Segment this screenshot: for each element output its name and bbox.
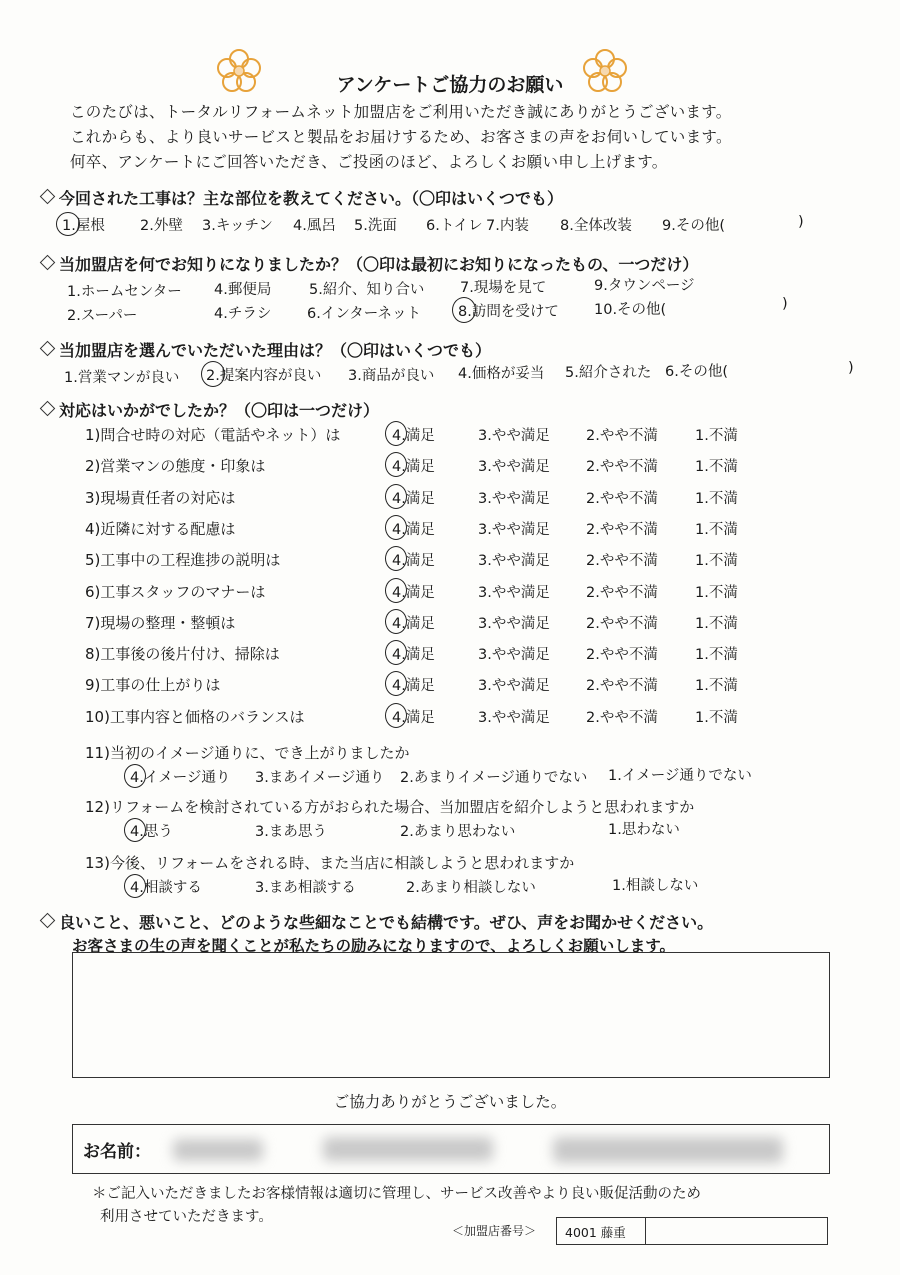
name-field[interactable] xyxy=(72,1124,830,1174)
q2-option[interactable]: 2.スーパー xyxy=(67,308,138,324)
q3-option: ) xyxy=(848,360,854,376)
rating-option[interactable]: 1.不満 xyxy=(695,553,738,569)
q11-option[interactable]: 3.まあイメージ通り xyxy=(255,770,385,786)
q1-option: ) xyxy=(798,214,804,230)
rating-option[interactable]: 2.やや不満 xyxy=(586,585,658,601)
rating-question: 7)現場の整理・整頓は xyxy=(85,614,236,632)
redacted-name xyxy=(553,1137,783,1163)
q2-option[interactable]: 9.タウンページ xyxy=(594,278,695,294)
rating-question: 3)現場責任者の対応は xyxy=(85,489,236,507)
privacy-notice: ＊ご記入いただきましたお客様情報は適切に管理し、サービス改善やより良い販促活動のため xyxy=(92,1186,701,1202)
rating-question: 4)近隣に対する配慮は xyxy=(85,520,236,538)
store-code: 4001 藤重 xyxy=(565,1225,626,1240)
redacted-name xyxy=(173,1139,263,1161)
store-number-label: ＜加盟店番号＞ xyxy=(452,1224,537,1238)
rating-option[interactable]: 4.満足 xyxy=(392,459,435,475)
rating-option[interactable]: 4.満足 xyxy=(392,522,435,538)
rating-option[interactable]: 4.満足 xyxy=(392,553,435,569)
rating-option[interactable]: 2.やや不満 xyxy=(586,553,658,569)
name-label: お名前： xyxy=(83,1142,151,1162)
rating-option[interactable]: 1.不満 xyxy=(695,647,738,663)
rating-option[interactable]: 3.やや満足 xyxy=(478,647,550,663)
rating-question: 8)工事後の後片付け、掃除は xyxy=(85,645,280,663)
q1-option[interactable]: 4.風呂 xyxy=(293,218,336,234)
q2-option[interactable]: 5.紹介、知り合い xyxy=(309,282,425,298)
rating-option[interactable]: 1.不満 xyxy=(695,522,738,538)
rating-option[interactable]: 4.満足 xyxy=(392,585,435,601)
q2-option[interactable]: 6.インターネット xyxy=(307,306,422,322)
rating-option[interactable]: 3.やや満足 xyxy=(478,678,550,694)
selection-circle xyxy=(385,640,407,665)
selection-circle xyxy=(452,297,476,323)
rating-option[interactable]: 1.不満 xyxy=(695,428,738,444)
comments-subtext: お客さまの生の声を聞くことが私たちの励みになりますので、よろしくお願いします。 xyxy=(72,937,675,955)
rating-option[interactable]: 1.不満 xyxy=(695,585,738,601)
rating-option[interactable]: 4.満足 xyxy=(392,678,435,694)
selection-circle xyxy=(385,484,407,509)
diamond-icon xyxy=(40,401,56,417)
rating-option[interactable]: 2.やや不満 xyxy=(586,522,658,538)
selection-circle xyxy=(385,452,407,477)
intro-line: 何卒、アンケートにご回答いただき、ご投函のほど、よろしくお願い申し上げます。 xyxy=(70,153,668,171)
rating-option[interactable]: 1.不満 xyxy=(695,678,738,694)
q12-option[interactable]: 2.あまり思わない xyxy=(400,824,516,840)
q13-option[interactable]: 4.相談する xyxy=(130,880,202,896)
rating-option[interactable]: 3.やや満足 xyxy=(478,616,550,632)
q12-option[interactable]: 3.まあ思う xyxy=(255,824,327,840)
selection-circle xyxy=(124,818,146,842)
rating-question: 2)営業マンの態度・印象は xyxy=(85,457,266,475)
q1-option[interactable]: 9.その他( xyxy=(662,218,725,234)
selection-circle xyxy=(385,578,407,603)
rating-question: 1)問合せ時の対応（電話やネット）は xyxy=(85,426,341,444)
question-4: 対応はいかがでしたか？（〇印は一つだけ） xyxy=(42,398,379,421)
selection-circle xyxy=(124,764,146,788)
diamond-icon xyxy=(40,255,56,271)
rating-question: 5)工事中の工程進捗の説明は xyxy=(85,551,281,569)
q2-option[interactable]: 7.現場を見て xyxy=(460,280,547,296)
q11-option[interactable]: 2.あまりイメージ通りでない xyxy=(400,770,588,786)
rating-option[interactable]: 2.やや不満 xyxy=(586,491,658,507)
thanks-text: ご協力ありがとうございました。 xyxy=(333,1093,567,1111)
q2-option[interactable]: 10.その他( xyxy=(594,302,667,318)
rating-option[interactable]: 4.満足 xyxy=(392,710,435,726)
rating-option[interactable]: 2.やや不満 xyxy=(586,678,658,694)
rating-option[interactable]: 1.不満 xyxy=(695,459,738,475)
rating-option[interactable]: 2.やや不満 xyxy=(586,428,658,444)
q13-option[interactable]: 3.まあ相談する xyxy=(255,880,356,896)
q1-option[interactable]: 1.屋根 xyxy=(62,218,105,234)
q1-option[interactable]: 6.トイレ xyxy=(426,218,483,234)
rating-option[interactable]: 4.満足 xyxy=(392,616,435,632)
page-title: アンケートご協力のお願い xyxy=(336,74,564,96)
q3-option[interactable]: 2.提案内容が良い xyxy=(206,368,322,384)
comments-box[interactable] xyxy=(72,952,830,1078)
q11-option[interactable]: 4.イメージ通り xyxy=(130,770,231,786)
selection-circle xyxy=(56,212,80,236)
q3-option[interactable]: 1.営業マンが良い xyxy=(64,370,180,386)
q12-option[interactable]: 4.思う xyxy=(130,824,173,840)
rating-option[interactable]: 3.やや満足 xyxy=(478,522,550,538)
selection-circle xyxy=(385,515,407,540)
q13-option[interactable]: 1.相談しない xyxy=(612,878,699,894)
selection-circle xyxy=(385,546,407,571)
selection-circle xyxy=(385,671,407,696)
q2-option[interactable]: 1.ホームセンター xyxy=(67,284,182,300)
rating-question: 9)工事の仕上がりは xyxy=(85,676,221,694)
rating-option[interactable]: 3.やや満足 xyxy=(478,553,550,569)
selection-circle xyxy=(385,421,407,446)
rating-option[interactable]: 1.不満 xyxy=(695,491,738,507)
rating-option[interactable]: 3.やや満足 xyxy=(478,428,550,444)
question-3: 当加盟店を選んでいただいた理由は？（〇印はいくつでも） xyxy=(42,338,491,361)
comments-heading: 良いこと、悪いこと、どのような些細なことでも結構です。ぜひ、声をお聞かせください。 xyxy=(42,910,713,933)
q1-option[interactable]: 3.キッチン xyxy=(202,218,273,234)
intro-line: このたびは、トータルリフォームネット加盟店をご利用いただき誠にありがとうございます。 xyxy=(70,103,732,121)
rating-question: 10)工事内容と価格のバランスは xyxy=(85,708,305,726)
q11-option[interactable]: 1.イメージ通りでない xyxy=(608,768,752,784)
question-12: 12)リフォームを検討されている方がおられた場合、当加盟店を紹介しようと思われますか xyxy=(85,798,695,816)
question-2: 当加盟店を何でお知りになりましたか？（〇印は最初にお知りになったもの、一つだけ） xyxy=(42,252,698,275)
rating-option[interactable]: 1.不満 xyxy=(695,616,738,632)
rating-option[interactable]: 1.不満 xyxy=(695,710,738,726)
diamond-icon xyxy=(40,341,56,357)
q3-option[interactable]: 3.商品が良い xyxy=(348,368,435,384)
diamond-icon xyxy=(40,913,56,929)
rating-option[interactable]: 2.やや不満 xyxy=(586,710,658,726)
redacted-name xyxy=(323,1137,493,1161)
q2-option[interactable]: 4.郵便局 xyxy=(214,282,272,298)
rating-option[interactable]: 2.やや不満 xyxy=(586,616,658,632)
q1-option[interactable]: 2.外壁 xyxy=(140,218,183,234)
question-11: 11)当初のイメージ通りに、でき上がりましたか xyxy=(85,744,410,762)
rating-option[interactable]: 4.満足 xyxy=(392,647,435,663)
rating-question: 6)工事スタッフのマナーは xyxy=(85,583,266,601)
q1-option[interactable]: 5.洗面 xyxy=(354,218,397,234)
selection-circle xyxy=(385,609,407,634)
q3-option[interactable]: 6.その他( xyxy=(665,364,728,380)
rating-option[interactable]: 2.やや不満 xyxy=(586,459,658,475)
q2-option[interactable]: 8.訪問を受けて xyxy=(458,304,559,320)
selection-circle xyxy=(385,703,407,728)
rating-option[interactable]: 4.満足 xyxy=(392,491,435,507)
q1-option[interactable]: 8.全体改装 xyxy=(560,218,632,234)
q12-option[interactable]: 1.思わない xyxy=(608,822,680,838)
selection-circle xyxy=(201,361,225,387)
rating-option[interactable]: 3.やや満足 xyxy=(478,459,550,475)
q13-option[interactable]: 2.あまり相談しない xyxy=(406,880,536,896)
rating-option[interactable]: 4.満足 xyxy=(392,428,435,444)
q2-option: ) xyxy=(782,296,788,312)
rating-option[interactable]: 2.やや不満 xyxy=(586,647,658,663)
selection-circle xyxy=(124,874,146,898)
store-number-box xyxy=(556,1217,828,1245)
q3-option[interactable]: 5.紹介された xyxy=(565,365,652,381)
diamond-icon xyxy=(40,189,56,205)
intro-line: これからも、より良いサービスと製品をお届けするため、お客さまの声をお伺いしています。 xyxy=(70,128,732,146)
privacy-notice: 利用させていただきます。 xyxy=(100,1209,273,1225)
q1-option[interactable]: 7.内装 xyxy=(486,218,529,234)
rating-option[interactable]: 3.やや満足 xyxy=(478,491,550,507)
rating-option[interactable]: 3.やや満足 xyxy=(478,585,550,601)
q2-option[interactable]: 4.チラシ xyxy=(214,306,272,322)
q3-option[interactable]: 4.価格が妥当 xyxy=(458,366,545,382)
question-13: 13)今後、リフォームをされる時、また当店に相談しようと思われますか xyxy=(85,854,575,872)
question-1: 今回された工事は？主な部位を教えてください。（〇印はいくつでも） xyxy=(42,186,563,209)
rating-option[interactable]: 3.やや満足 xyxy=(478,710,550,726)
